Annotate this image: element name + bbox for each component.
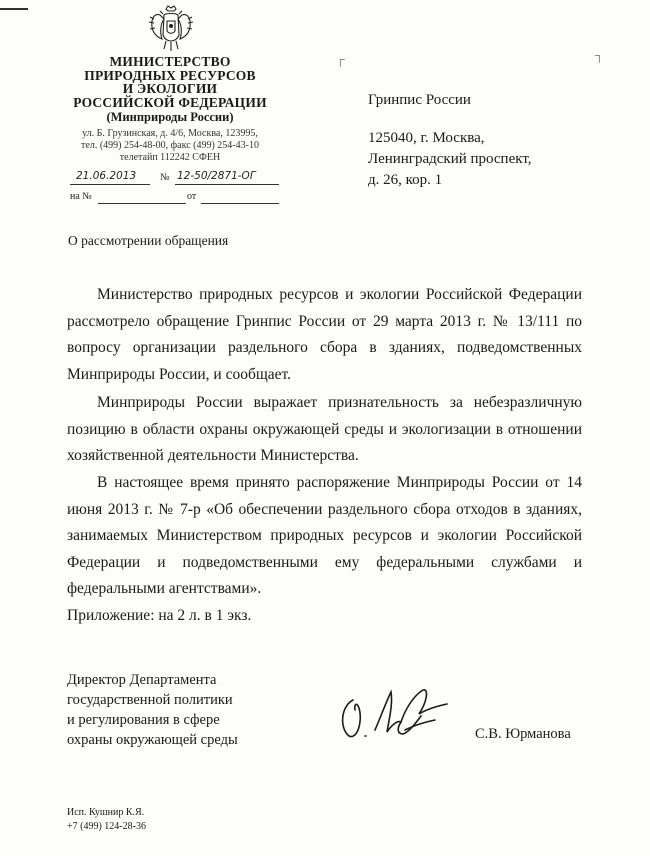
signer-title-line: государственной политики: [67, 692, 233, 708]
coat-of-arms-icon: [148, 5, 194, 53]
page-edge-mark: [0, 8, 28, 10]
from-label: от: [187, 191, 197, 202]
contact-line: ул. Б. Грузинская, д. 4/6, Москва, 123995,: [82, 128, 258, 139]
number-field: [175, 171, 279, 185]
address-line: д. 26, кор. 1: [368, 172, 443, 188]
body-paragraph-2: Минприроды России выражает признательность за небезразличную позицию в области охраны окружающей среды и экологизации в отношении хозяйственной деятельности Министерства.: [67, 394, 582, 464]
number-label: №: [160, 172, 170, 183]
body-paragraph-1: Министерство природных ресурсов и экологии Российской Федерации рассмотрело обращение Гринпис России от 29 марта 2013 г. № 13/111 по вопросу организации раздельного сбора в зданиях, подведомственных Минприроды России, и сообщает.: [67, 286, 582, 383]
corner-mark-right: ┐: [595, 48, 604, 62]
signer-title-line: охраны окружающей среды: [67, 732, 238, 748]
ministry-name-line: ПРИРОДНЫХ РЕСУРСОВ: [84, 67, 256, 83]
executor-name: Исп. Кушнир К.Я.: [67, 807, 145, 818]
registration-date: 21.06.2013: [76, 170, 137, 182]
corner-mark-left: ┌: [336, 52, 345, 66]
letter-subject: О рассмотрении обращения: [68, 233, 229, 248]
ministry-name-line: РОССИЙСКОЙ ФЕДЕРАЦИИ: [73, 94, 267, 110]
address-line: 125040, г. Москва,: [368, 130, 485, 146]
executor-phone: +7 (499) 124-28-36: [67, 821, 146, 832]
body-paragraph-3: В настоящее время принято распоряжение Минприроды России от 14 июня 2013 г. № 7-р «Об обеспечении раздельного сбора отходов в зданиях, занимаемых Министерством природных ресурсов и экологии Российской Федерации и подведомственными ему федеральными службами и федеральными агентствами».: [67, 474, 582, 597]
address-line: Ленинградский проспект,: [368, 151, 532, 167]
signer-name: С.В. Юрманова: [475, 726, 571, 742]
reference-field: [98, 190, 186, 204]
ministry-name-line: И ЭКОЛОГИИ: [122, 81, 218, 96]
attachment-note: Приложение: на 2 л. в 1 экз.: [67, 607, 252, 624]
ministry-short-name: (Минприроды России): [106, 110, 234, 124]
ministry-contacts: [60, 128, 280, 164]
registration-number: 12-50/2871-ОГ: [177, 170, 256, 182]
ministry-name: [60, 55, 280, 109]
signer-title: [67, 670, 238, 750]
ministry-name-line: МИНИСТЕРСТВО: [109, 54, 231, 69]
contact-line: тел. (499) 254-48-00, факс (499) 254-43-10: [81, 140, 259, 151]
handwritten-signature-icon: [335, 680, 455, 750]
signer-title-line: и регулирования в сфере: [67, 712, 220, 728]
executor-info: [67, 806, 146, 834]
from-field: [201, 190, 279, 204]
contact-line: телетайп 112242 СФЕН: [119, 152, 221, 163]
signer-title-line: Директор Департамента: [67, 672, 217, 688]
recipient-org: Гринпис России: [368, 92, 471, 108]
recipient-address: [368, 128, 532, 191]
date-field: [70, 171, 150, 185]
reference-label: на №: [70, 191, 92, 202]
